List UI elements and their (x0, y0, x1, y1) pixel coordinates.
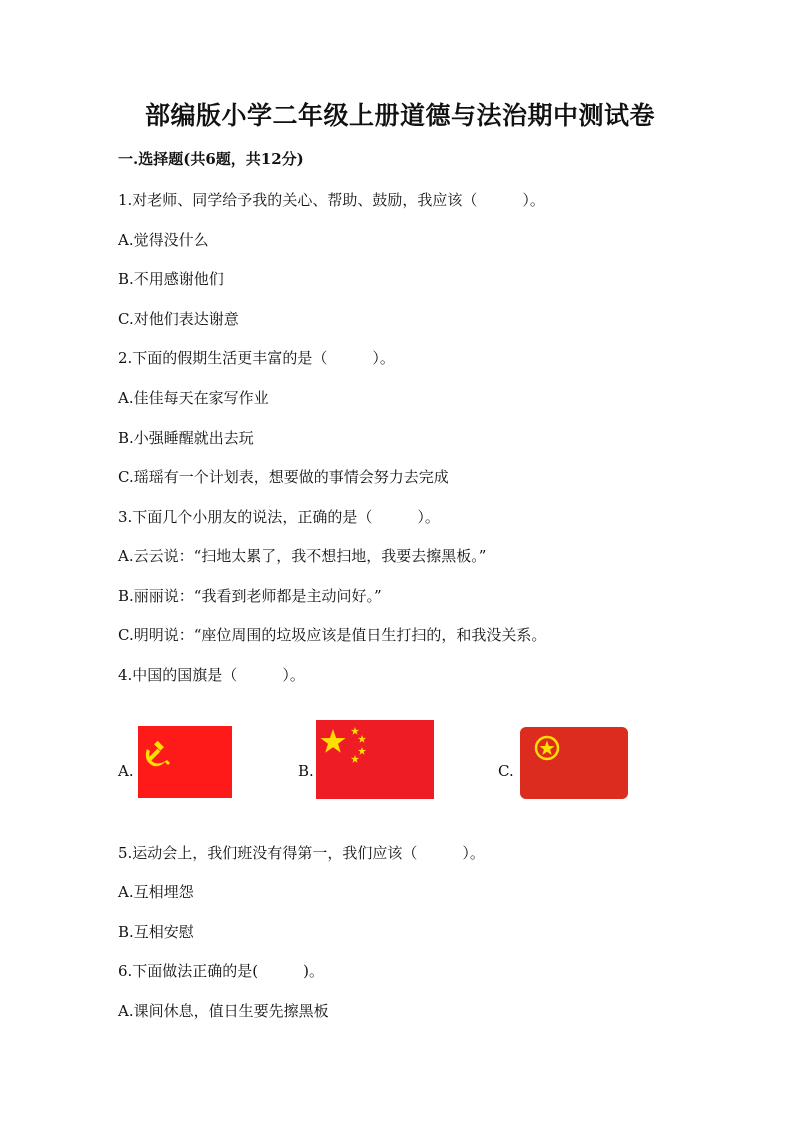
question-1-option-c[interactable]: C.对他们表达谢意 (118, 310, 239, 328)
question-3-stem: 3.下面几个小朋友的说法，正确的是（ ）。 (118, 508, 440, 526)
question-5-option-b[interactable]: B.互相安慰 (118, 923, 194, 941)
question-4-flag-options (118, 718, 718, 818)
question-2-option-c[interactable]: C.瑶瑶有一个计划表，想要做的事情会努力去完成 (118, 468, 449, 486)
youth-league-flag-image[interactable] (520, 727, 628, 799)
question-3-option-a[interactable]: A.云云说：“扫地太累了，我不想扫地，我要去擦黑板。” (118, 547, 487, 565)
question-6-option-a[interactable]: A.课间休息，值日生要先擦黑板 (118, 1002, 329, 1020)
question-3-option-b[interactable]: B.丽丽说：“我看到老师都是主动问好。” (118, 587, 382, 605)
question-1-stem: 1.对老师、同学给予我的关心、帮助、鼓励，我应该（ ）。 (118, 191, 545, 209)
question-1-option-a[interactable]: A.觉得没什么 (118, 231, 209, 249)
question-6-stem: 6.下面做法正确的是( )。 (118, 962, 325, 980)
question-5-stem: 5.运动会上，我们班没有得第一，我们应该（ ）。 (118, 844, 485, 862)
national-flag-image[interactable] (316, 720, 434, 799)
question-2-option-a[interactable]: A.佳佳每天在家写作业 (118, 389, 269, 407)
question-4-stem: 4.中国的国旗是（ ）。 (118, 666, 305, 684)
communist-party-flag-image[interactable] (138, 726, 232, 798)
question-3-option-c[interactable]: C.明明说：“座位周围的垃圾应该是值日生打扫的，和我没关系。 (118, 626, 547, 644)
question-2-option-b[interactable]: B.小强睡醒就出去玩 (118, 429, 254, 447)
question-1-option-b[interactable]: B.不用感谢他们 (118, 270, 224, 288)
flag-c-field (520, 727, 628, 799)
question-2-stem: 2.下面的假期生活更丰富的是（ ）。 (118, 349, 395, 367)
question-5-option-a[interactable]: A.互相埋怨 (118, 883, 194, 901)
section-header: 一.选择题(共6题，共12分) (118, 150, 304, 168)
question-4-option-c-label[interactable]: C. (498, 762, 514, 780)
page-title: 部编版小学二年级上册道德与法治期中测试卷 (144, 101, 655, 130)
question-4-option-a-label[interactable]: A. (118, 762, 134, 780)
question-4-option-b-label[interactable]: B. (298, 762, 314, 780)
